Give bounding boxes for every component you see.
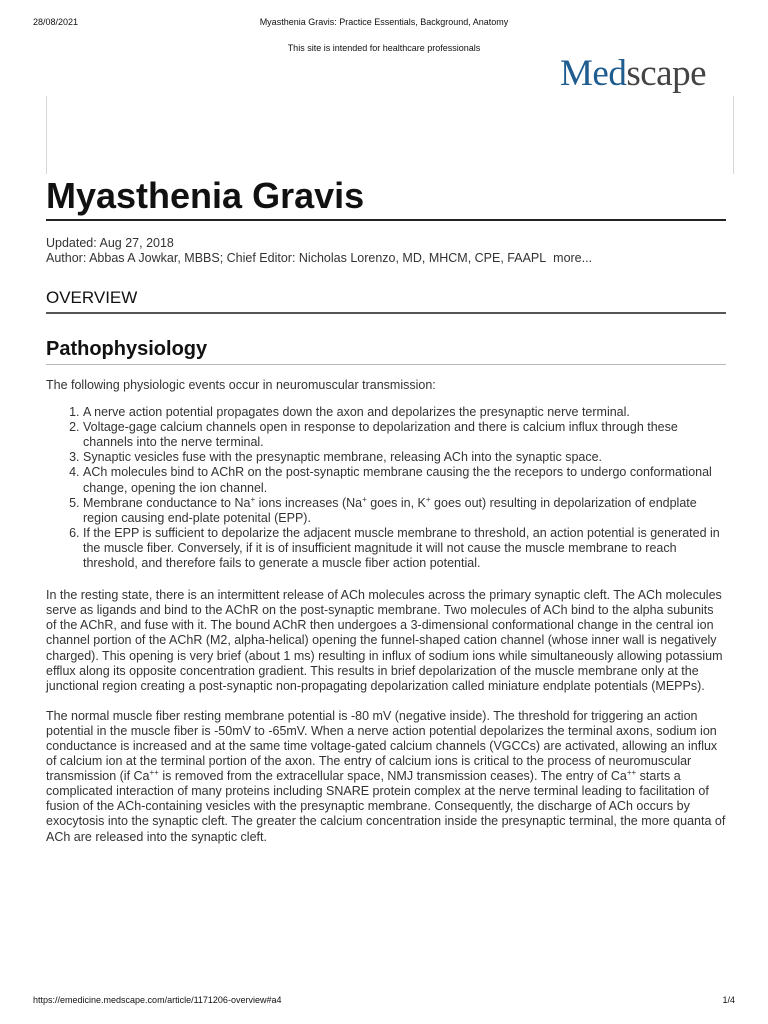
print-header [33,17,735,31]
logo-med: Med [560,53,627,94]
paragraph-membrane-potential [46,709,726,845]
page-number: 1/4 [722,995,735,1005]
superscript: + [362,494,367,504]
list-item [83,496,726,526]
logo-scape: scape [626,53,706,94]
print-page-title: Myasthenia Gravis: Practice Essentials, Background, Anatomy [259,17,509,27]
more-link[interactable]: more... [553,251,593,265]
section-title: OVERVIEW [46,287,726,314]
superscript: ++ [149,768,159,778]
list-item: 4. ACh molecules bind to AChR on the post-synaptic membrane causing the the recepors to undergo conformational change, opening the ion channel. [83,465,726,495]
text-span: Membrane conductance to Na [83,495,251,510]
article [46,174,726,845]
text-span: starts a complicated interaction of many proteins including SNARE protein complex at the nerve terminal leading to facilitation of fusion of the ACh-containing vesicles with the presynaptic membrane. Consequently, the discharge of ACh occurs by exocytosis into the synaptic cleft. The greater the calcium concentration inside the presynaptic terminal, the more quanta of ACh are released into the synaptic cleft. [46,769,726,844]
list-item: 2. Voltage-gage calcium channels open in response to depolarization and there is calcium influx through these channels into the nerve terminal. [83,420,726,450]
superscript: ++ [626,768,637,778]
text-span: The normal muscle fiber resting membrane potential is -80 mV (negative inside). The threshold for triggering an action potential in the muscle fiber is -50mV to -65mV. When a nerve action potential depolarizes the terminal axons, sodium ion conductance is increased and at the same time voltage-gated calcium channels (VGCCs) are activated, allowing an influx of calcium ion at the terminal portion of the axon. The entry of calcium ions is critical to the process of neuromuscular transmission (if Ca [46,708,718,784]
professional-notice: This site is intended for healthcare professionals [287,43,481,53]
article-title: Myasthenia Gravis [46,174,726,221]
author-line [46,251,726,266]
print-date: 28/08/2021 [33,17,79,27]
text-span: is removed from the extracellular space, NMJ transmission ceases). The entry of Ca [158,769,627,784]
intro-text: The following physiologic events occur in neuromuscular transmission: [46,378,436,392]
article-meta [46,236,726,266]
superscript: + [425,494,431,504]
text-span: goes out) resulting in depolarization of endplate region causing end-plate potenital (EPP). [83,495,697,525]
ad-placeholder [46,96,734,174]
text-span: goes in, K [366,495,426,510]
events-list [46,405,726,571]
list-item: 3. Synaptic vesicles fuse with the presynaptic membrane, releasing ACh into the synaptic space. [83,450,726,465]
text-span: ions increases (Na [255,495,363,510]
updated-date: Updated: Aug 27, 2018 [46,236,174,250]
medscape-logo[interactable] [560,54,706,94]
paragraph-resting-state: In the resting state, there is an intermittent release of ACh molecules across the primary synaptic cleft. The ACh molecules serve as ligands and bind to the AChR on the post-synaptic membrane. Two molecules of ACh bind to the alpha subunits of the AChR, and fuse with it. The bound AChR then undergoes a 3-dimensional conformational change in the central ion channel portion of the AChR (M2, alpha-helical) opening the funnel-shaped cation channel (whose inner wall is negatively charged). This opening is very brief (about 1 ms) resulting in influx of sodium ions while simultaneously allowing potassium efflux along its opposite concentration gradient. This results in brief depolarization of the muscle membrane only at the junctional region creating a post-synaptic non-propagating depolarization called miniature endplate potentials (MEPPs). [46,588,723,693]
list-item: 6. If the EPP is sufficient to depolarize the adjacent muscle membrane to threshold, an action potential is generated in the muscle fiber. Conversely, if it is of insufficient magnitude it will not cause the muscle membrane to reach threshold, and therefore fails to generate a muscle fiber action potential. [83,526,726,571]
superscript: + [250,494,256,504]
list-item: 1. A nerve action potential propagates down the axon and depolarizes the presynaptic nerve terminal. [83,405,726,420]
author-text: Author: Abbas A Jowkar, MBBS; Chief Editor: Nicholas Lorenzo, MD, MHCM, CPE, FAAPL [46,251,547,265]
print-url[interactable]: https://emedicine.medscape.com/article/1171206-overview#a4 [33,995,282,1005]
section-heading: Pathophysiology [46,336,726,365]
